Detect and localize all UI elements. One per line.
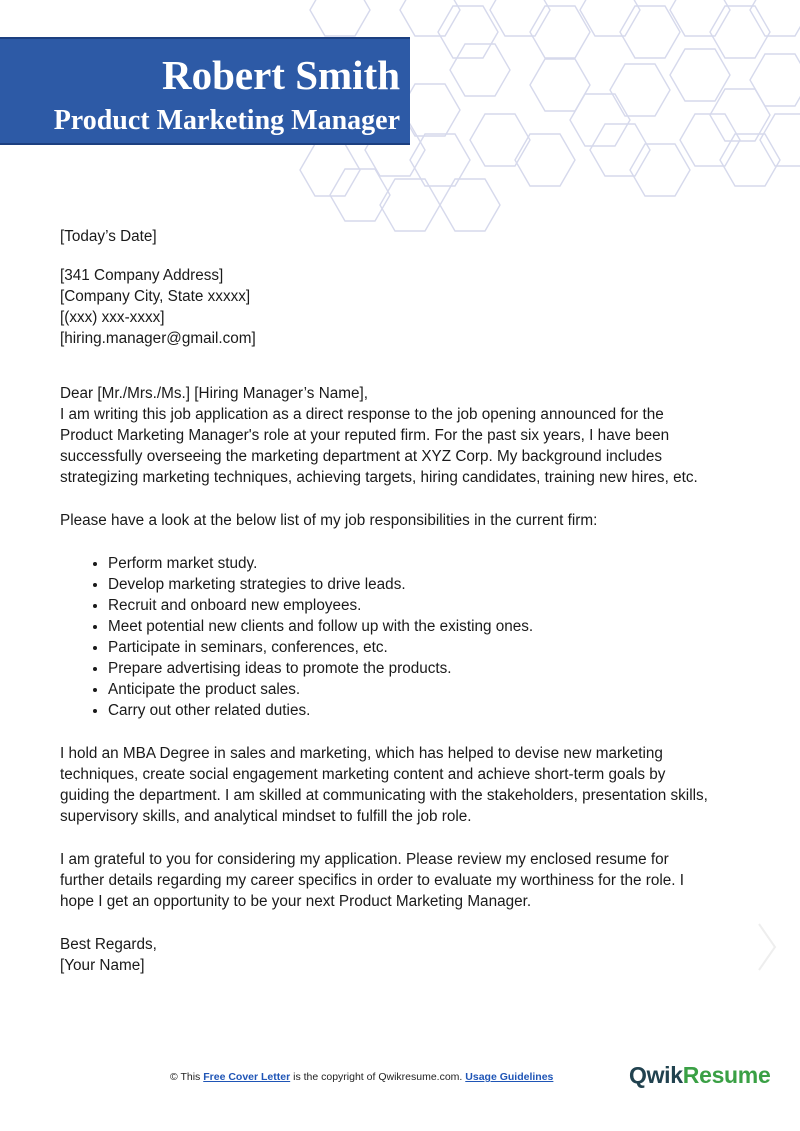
paragraph-line: I hold an MBA Degree in sales and marketing, which has helped to devise new marketing <box>60 745 663 762</box>
paragraph-line: further details regarding my career specifics in order to evaluate my worthiness for the role. I <box>60 872 685 889</box>
list-item: • Meet potential new clients and follow up with the existing ones. <box>108 616 760 637</box>
paragraph-1 <box>60 404 760 488</box>
list-item: • Perform market study. <box>108 553 760 574</box>
hexagon-shape <box>590 124 650 176</box>
paragraph-line: I am writing this job application as a direct response to the job opening announced for the <box>60 406 664 423</box>
hexagon-shape <box>620 6 680 58</box>
applicant-name: Robert Smith <box>161 52 400 98</box>
signature-placeholder: [Your Name] <box>60 957 145 974</box>
hexagon-shape <box>330 169 390 221</box>
logo-text-qwik: Qwik <box>629 1062 683 1088</box>
hexagon-shape <box>530 6 590 58</box>
list-intro: Please have a look at the below list of my job responsibilities in the current firm: <box>60 512 598 529</box>
address-line: [(xxx) xxx-xxxx] <box>60 309 165 326</box>
paragraph-line: hope I get an opportunity to be your next Product Marketing Manager. <box>60 893 532 910</box>
list-item: • Anticipate the product sales. <box>108 679 760 700</box>
header-banner <box>0 37 410 145</box>
hexagon-shape <box>515 134 575 186</box>
hexagon-shape <box>438 6 498 58</box>
recipient-address <box>60 265 760 349</box>
hexagon-shape <box>580 0 640 36</box>
hexagon-shape <box>610 64 670 116</box>
qwikresume-logo <box>629 1062 770 1089</box>
footer-middle: is the copyright of Qwikresume.com. <box>293 1071 463 1083</box>
paragraph-line: techniques, create social engagement marketing content and achieve short-term goals by <box>60 766 666 783</box>
letter-date: [Today’s Date] <box>60 228 157 245</box>
hexagon-shape <box>570 94 630 146</box>
hexagon-shape <box>380 179 440 231</box>
letter-body <box>60 226 760 976</box>
hexagon-shape <box>300 144 360 196</box>
hexagon-shape <box>760 114 800 166</box>
hexagon-shape <box>670 0 730 36</box>
paragraph-3 <box>60 849 760 912</box>
paragraph-line: successfully overseeing the marketing department at XYZ Corp. My background includes <box>60 448 662 465</box>
hexagon-shape <box>310 0 370 36</box>
list-item: • Carry out other related duties. <box>108 700 760 721</box>
responsibilities-list <box>60 553 760 721</box>
applicant-title: Product Marketing Manager <box>53 105 400 136</box>
hexagon-shape <box>530 59 590 111</box>
hexagon-shape <box>750 54 800 106</box>
address-line: [341 Company Address] <box>60 267 224 284</box>
hexagon-shape <box>710 6 770 58</box>
paragraph-line: supervisory skills, and analytical mindset to fulfill the job role. <box>60 808 472 825</box>
paragraph-line: Product Marketing Manager's role at your reputed firm. For the past six years, I have been <box>60 427 670 444</box>
hexagon-shape <box>400 0 460 36</box>
logo-text-resume: Resume <box>682 1062 771 1088</box>
copyright-footer <box>170 1071 553 1083</box>
hexagon-shape <box>450 44 510 96</box>
address-line: [Company City, State xxxxx] <box>60 288 251 305</box>
paragraph-line: I am grateful to you for considering my application. Please review my enclosed resume for <box>60 851 669 868</box>
hexagon-shape <box>680 114 740 166</box>
hexagon-shape <box>410 134 470 186</box>
closing: Best Regards, <box>60 936 157 953</box>
chevron-right-icon <box>756 922 778 972</box>
paragraph-line: guiding the department. I am skilled at communicating with the stakeholders, presentation skills, <box>60 787 708 804</box>
list-item: • Prepare advertising ideas to promote the products. <box>108 658 760 679</box>
usage-guidelines-link[interactable]: Usage Guidelines <box>465 1071 554 1083</box>
hexagon-shape <box>490 0 550 36</box>
hexagon-shape <box>470 114 530 166</box>
list-item: • Participate in seminars, conferences, etc. <box>108 637 760 658</box>
paragraph-2 <box>60 743 760 827</box>
salutation: Dear [Mr./Mrs./Ms.] [Hiring Manager’s Name], <box>60 385 368 402</box>
hexagon-shape <box>720 134 780 186</box>
hexagon-shape <box>630 144 690 196</box>
footer-prefix: © This <box>170 1071 201 1083</box>
address-line: [hiring.manager@gmail.com] <box>60 330 256 347</box>
hexagon-shape <box>710 89 770 141</box>
list-item: • Develop marketing strategies to drive leads. <box>108 574 760 595</box>
free-cover-letter-link[interactable]: Free Cover Letter <box>203 1071 291 1083</box>
hexagon-shape <box>440 179 500 231</box>
paragraph-line: strategizing marketing techniques, achieving targets, hiring candidates, training new hires, etc. <box>60 469 698 486</box>
hexagon-shape <box>750 0 800 36</box>
hexagon-shape <box>670 49 730 101</box>
list-item: • Recruit and onboard new employees. <box>108 595 760 616</box>
